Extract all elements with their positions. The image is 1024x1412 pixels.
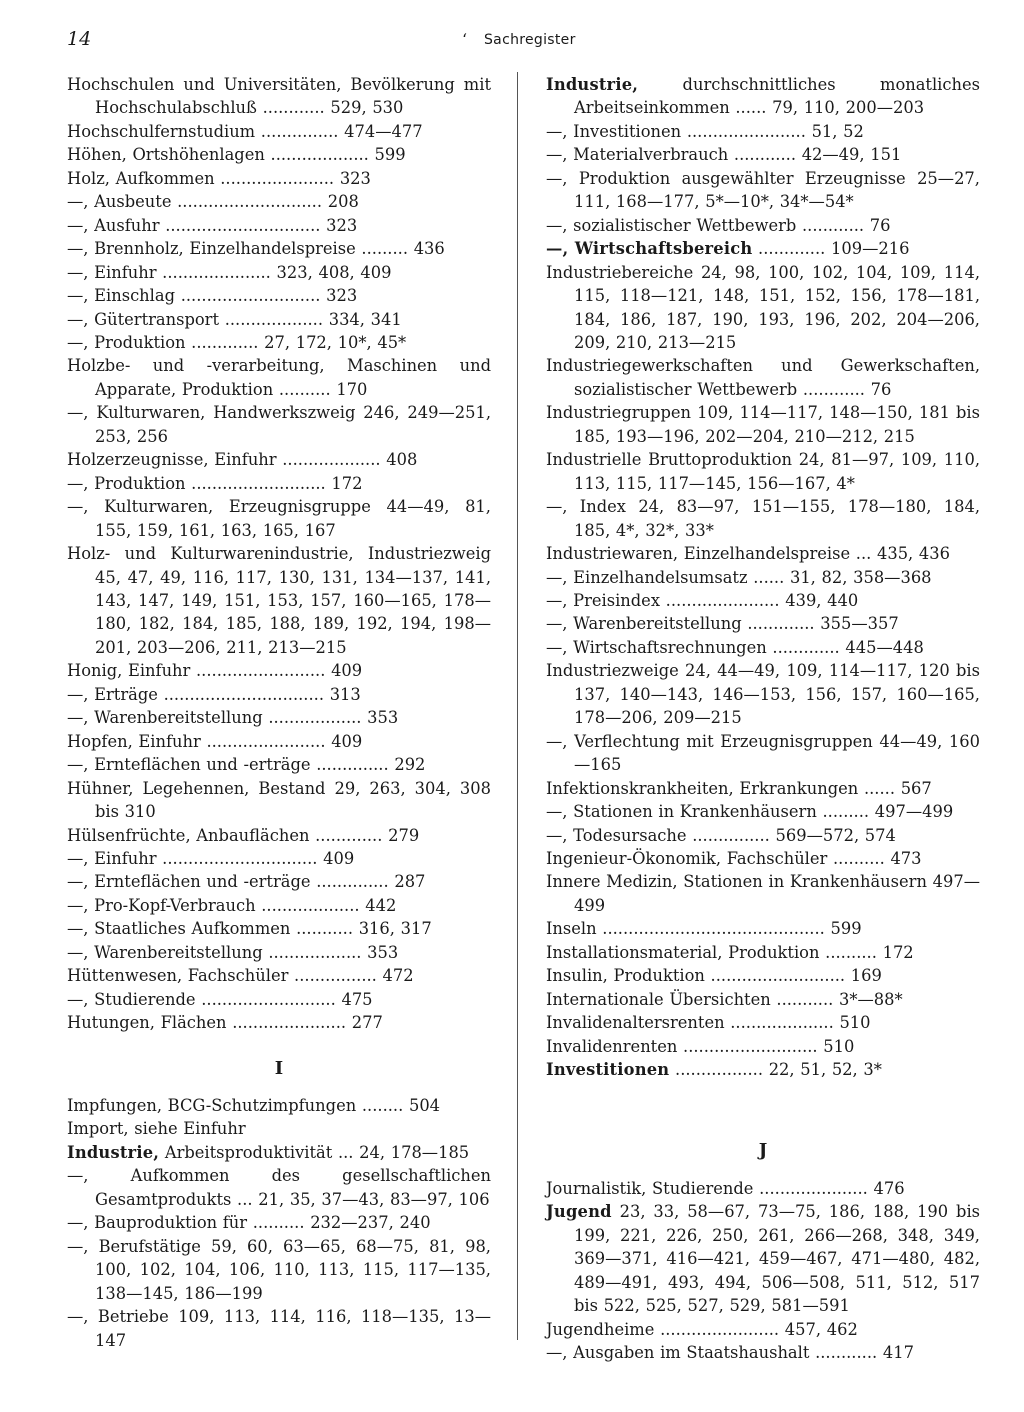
entry-leader-dots: ................... — [255, 895, 360, 915]
index-entry — [67, 73, 491, 120]
entry-leader-dots: ............................... — [157, 684, 325, 704]
entry-term: —, Materialverbrauch — [546, 145, 729, 165]
index-entry — [67, 683, 491, 706]
entry-leader-dots — [693, 263, 701, 282]
entry-term: Inseln — [546, 919, 597, 939]
index-entry — [67, 917, 491, 940]
entry-page-refs: 51, 52 — [811, 121, 864, 141]
entry-term: —, Produktion — [67, 332, 186, 352]
entry-leader-dots: ... — [332, 1142, 354, 1162]
index-entry — [67, 1141, 491, 1164]
entry-subterm: durchschnittliches monatliches Arbeitseinkommen — [574, 75, 980, 118]
entry-leader-dots: ............ — [809, 1343, 878, 1363]
index-entry — [546, 354, 980, 401]
entry-page-refs: 3*—88* — [839, 989, 903, 1009]
entry-page-refs: 24, 44—49, 109, 114—117, 120 bis 137, 140—143, 146—153, 156, 157, 160—165, 178—206, 209—215 — [574, 661, 980, 728]
entry-leader-dots — [906, 169, 917, 188]
entry-term: Holz, Aufkommen — [67, 168, 215, 188]
entry-term: Import, siehe Einfuhr — [67, 1119, 246, 1139]
entry-term: Industriezweige — [546, 661, 679, 681]
entry-leader-dots: ................ — [288, 966, 377, 986]
entry-leader-dots: .......... — [273, 379, 331, 399]
entry-leader-dots: ............... — [686, 825, 770, 845]
entry-term: —, Brennholz, Einzelhandelspreise — [67, 239, 356, 259]
entry-leader-dots: ................... — [219, 309, 324, 329]
index-entry — [67, 824, 491, 847]
entry-leader-dots: ................. — [669, 1060, 763, 1080]
entry-leader-dots: .......... — [827, 848, 885, 868]
index-entry — [67, 354, 491, 401]
entry-page-refs: 208 — [327, 192, 359, 212]
index-entry — [546, 167, 980, 214]
entry-leader-dots: ............ — [797, 379, 865, 399]
entry-term: —, Einfuhr — [67, 262, 157, 282]
entry-page-refs: 510 — [823, 1036, 855, 1056]
entry-leader-dots: ........ — [356, 1096, 404, 1116]
index-entry — [546, 73, 980, 120]
index-entry — [546, 237, 980, 260]
entry-leader-dots: ........... — [770, 989, 834, 1009]
entry-page-refs: 23, 33, 58—67, 73—75, 186, 188, 190 bis 199, 221, 226, 250, 261, 266—268, 348, 349, 369—371, 416—421, 459—467, 471—480, 482, 489—491, 493, 494, 506—508, 511, 512, 517 bis 522, 525, 527, 529, 581—591 — [574, 1202, 981, 1316]
index-entry — [546, 659, 980, 729]
entry-leader-dots — [325, 779, 334, 798]
entry-leader-dots: ............. — [766, 637, 840, 657]
entry-leader-dots — [792, 450, 799, 469]
entry-term: —, Aufkommen des gesellschaftlichen Gesamtprodukts — [67, 1166, 491, 1209]
entry-term: Ingenieur-Ökonomik, Fachschüler — [546, 848, 828, 868]
entry-term: Hutungen, Flächen — [67, 1013, 227, 1033]
entry-page-refs: 409 — [331, 731, 363, 751]
entry-page-refs: 323 — [339, 168, 371, 188]
entry-term: Impfungen, BCG-Schutzimpfungen — [67, 1096, 357, 1116]
entry-term: —, Ausfuhr — [67, 215, 160, 235]
index-entry — [546, 542, 980, 565]
entry-term: —, Kulturwaren, Handwerkszweig — [67, 403, 356, 423]
entry-leader-dots: ......... — [355, 239, 409, 259]
entry-page-refs: 599 — [830, 919, 862, 939]
entry-page-refs: 353 — [367, 942, 399, 962]
index-entry — [67, 1235, 491, 1305]
entry-term: Installationsmaterial, Produktion — [546, 942, 820, 962]
index-entry — [67, 284, 491, 307]
index-entry — [546, 730, 980, 777]
entry-page-refs: 409 — [323, 848, 355, 868]
index-entry — [546, 120, 980, 143]
entry-leader-dots: ............. — [752, 239, 826, 259]
entry-page-refs: 109, 113, 114, 116, 118—135, 13—147 — [95, 1307, 491, 1350]
index-entry — [546, 800, 980, 823]
entry-page-refs: 24, 81—97, 109, 110, 113, 115, 117—145, 156—167, 4* — [574, 450, 981, 493]
index-entry — [546, 448, 980, 495]
entry-term: —, Warenbereitstellung — [67, 942, 263, 962]
index-column-right — [546, 73, 980, 1365]
entry-leader-dots: .......... — [819, 942, 877, 962]
index-entry — [67, 777, 491, 824]
entry-page-refs: 25—27, 111, 168—177, 5*—10*, 34*—54* — [574, 168, 980, 212]
entry-page-refs: 109—216 — [831, 239, 910, 259]
index-entry — [546, 1177, 980, 1200]
index-entry — [67, 753, 491, 776]
entry-page-refs: 473 — [890, 848, 922, 868]
entry-leader-dots: ................... — [264, 145, 369, 165]
entry-leader-dots: .............................. — [159, 215, 321, 235]
entry-leader-dots: ............ — [796, 215, 865, 235]
entry-term: Industrie, — [67, 1142, 160, 1162]
entries-group-i — [67, 1094, 491, 1352]
index-entry — [67, 1117, 491, 1140]
index-entry — [546, 824, 980, 847]
entry-page-refs: 323, 408, 409 — [276, 262, 392, 282]
index-entry — [546, 941, 980, 964]
entry-page-refs: 316, 317 — [358, 919, 432, 939]
entry-term: Industriegruppen — [546, 403, 692, 423]
entry-page-refs: 21, 35, 37—43, 83—97, 106 — [258, 1189, 490, 1209]
entry-term: Höhen, Ortshöhenlagen — [67, 145, 265, 165]
entry-term: —, Stationen in Krankenhäusern — [546, 802, 817, 822]
entry-leader-dots: ...... — [747, 567, 785, 587]
header-mark: ‘ — [462, 30, 468, 49]
entries-group-j — [546, 1177, 980, 1365]
entry-leader-dots — [201, 1237, 211, 1256]
entry-leader-dots: .................. — [262, 708, 362, 728]
index-entry — [546, 566, 980, 589]
entry-page-refs: 417 — [882, 1343, 914, 1363]
entry-page-refs: 439, 440 — [785, 590, 859, 610]
index-entry — [67, 120, 491, 143]
entry-term: —, Kulturwaren, Erzeugnisgruppe — [67, 497, 371, 517]
entry-term: Investitionen — [546, 1060, 670, 1080]
entry-term: —, Einfuhr — [67, 848, 157, 868]
entry-term: Hochschulen und Universitäten, Bevölkerung mit Hochschulabschluß — [67, 75, 491, 118]
entry-page-refs: 510 — [839, 1013, 871, 1033]
entry-page-refs: 22, 51, 52, 3* — [768, 1060, 882, 1080]
index-entry — [546, 261, 980, 355]
index-entry — [67, 1011, 491, 1034]
entry-leader-dots: ...................... — [214, 168, 335, 188]
entry-page-refs: 24, 98, 100, 102, 104, 109, 114, 115, 118—121, 148, 151, 152, 156, 178—181, 184, 186, 187, 190, 193, 196, 202, 204—206, 209, 210, 213—215 — [574, 262, 980, 352]
entry-term: Industriewaren, Einzelhandelspreise — [546, 544, 851, 564]
index-entry — [546, 917, 980, 940]
index-entry — [546, 401, 980, 448]
entry-term: Jugend — [546, 1202, 612, 1222]
entry-page-refs: 436 — [413, 239, 445, 259]
index-entry — [546, 1318, 980, 1341]
entry-leader-dots: ....................... — [654, 1319, 780, 1339]
entry-page-refs: 232—237, 240 — [310, 1213, 431, 1233]
entry-term: —, Produktion — [67, 473, 186, 493]
index-entry — [67, 730, 491, 753]
entry-page-refs: 24, 178—185 — [359, 1142, 470, 1162]
entry-page-refs: 475 — [341, 989, 373, 1009]
entry-leader-dots: .............. — [310, 755, 389, 775]
index-entry — [546, 988, 980, 1011]
entry-page-refs: 79, 110, 200—203 — [772, 98, 925, 118]
index-entry — [67, 1305, 491, 1352]
entry-term: Hüttenwesen, Fachschüler — [67, 966, 289, 986]
column-divider — [517, 72, 518, 1340]
index-entry — [546, 495, 980, 542]
entry-page-refs: 442 — [365, 895, 397, 915]
entry-leader-dots: ...................... — [660, 590, 780, 610]
entry-leader-dots: .............. — [310, 872, 389, 892]
entry-page-refs: 76 — [870, 379, 892, 399]
index-entry — [546, 589, 980, 612]
entry-leader-dots: .......... — [247, 1213, 305, 1233]
entry-leader-dots: ........................................... — [596, 919, 825, 939]
entry-page-refs: 497—499 — [874, 802, 954, 822]
entry-page-refs: 599 — [374, 145, 406, 165]
entry-term: Hopfen, Einfuhr — [67, 731, 201, 751]
entry-term: —, Einzelhandelsumsatz — [546, 567, 748, 587]
entry-leader-dots: .............................. — [156, 848, 318, 868]
entry-leader-dots: ........................... — [175, 286, 321, 306]
entry-term: Industriegewerkschaften und Gewerkschaften, sozialistischer Wettbewerb — [546, 356, 980, 399]
entry-term: Holzbe- und -verarbeitung, Maschinen und Apparate, Produktion — [67, 356, 491, 399]
entry-term: —, Wirtschaftsrechnungen — [546, 637, 767, 657]
entry-term: Industrielle Bruttoproduktion — [546, 450, 793, 470]
entry-page-refs: 292 — [394, 755, 426, 775]
index-entry — [67, 401, 491, 448]
entry-term: —, sozialistischer Wettbewerb — [546, 215, 797, 235]
entry-term: —, Index — [546, 497, 626, 517]
entry-subterm: Arbeitsproduktivität — [159, 1142, 333, 1162]
entry-term: Industriebereiche — [546, 262, 694, 282]
entry-leader-dots: ............ — [256, 98, 325, 118]
entry-term: Hochschulfernstudium — [67, 121, 256, 141]
index-entry — [546, 870, 980, 917]
entry-term: —, Ernteflächen und -erträge — [67, 872, 311, 892]
index-entry — [67, 706, 491, 729]
entry-leader-dots: .................. — [262, 942, 362, 962]
entry-term: —, Gütertransport — [67, 309, 220, 329]
entry-leader-dots — [626, 497, 638, 516]
index-entry — [546, 612, 980, 635]
index-entry — [67, 495, 491, 542]
entry-page-refs: 474—477 — [344, 121, 423, 141]
entry-leader-dots: .......................... — [677, 1036, 818, 1056]
index-entry — [546, 143, 980, 166]
entry-page-refs: 42—49, 151 — [801, 145, 902, 165]
index-entry — [67, 237, 491, 260]
index-entry — [67, 870, 491, 893]
entry-page-refs: 277 — [351, 1013, 383, 1033]
entry-term: Innere Medizin, Stationen in Krankenhäusern — [546, 872, 927, 892]
index-entry — [546, 1011, 980, 1034]
entry-leader-dots — [371, 497, 387, 516]
entry-term: —, Staatliches Aufkommen — [67, 919, 291, 939]
index-entry — [67, 894, 491, 917]
entry-page-refs: 44—49, 81, 155, 159, 161, 163, 165, 167 — [95, 497, 491, 540]
entry-term: —, Berufstätige — [67, 1236, 201, 1256]
entry-page-refs: 170 — [336, 379, 368, 399]
entry-term: Invalidenrenten — [546, 1036, 678, 1056]
entry-page-refs: 567 — [900, 778, 932, 798]
index-entry — [546, 636, 980, 659]
entry-term: —, Verflechtung mit Erzeugnisgruppen — [546, 731, 873, 751]
entry-leader-dots — [612, 1202, 620, 1221]
entry-page-refs: 569—572, 574 — [775, 825, 896, 845]
entry-page-refs: 287 — [394, 872, 426, 892]
entry-term: —, Bauproduktion für — [67, 1213, 248, 1233]
entry-page-refs: 476 — [873, 1178, 905, 1198]
entry-term: —, Betriebe — [67, 1307, 169, 1327]
entry-page-refs: 27, 172, 10*, 45* — [264, 332, 407, 352]
entry-leader-dots: ............. — [309, 825, 383, 845]
section-letter-j: J — [758, 1140, 768, 1162]
entry-term: —, Investitionen — [546, 121, 682, 141]
entry-page-refs: 355—357 — [820, 614, 899, 634]
entry-page-refs: 445—448 — [845, 637, 924, 657]
entry-leader-dots: ...... — [858, 778, 896, 798]
entry-leader-dots: .................... — [724, 1013, 834, 1033]
entry-term: Holz- und Kulturwarenindustrie, Industriezweig — [67, 544, 491, 564]
index-entry — [546, 1341, 980, 1364]
entry-page-refs: 353 — [367, 708, 399, 728]
entry-term: Industrie, — [546, 75, 639, 94]
entry-leader-dots: ....................... — [681, 121, 806, 141]
entry-leader-dots: ................... — [276, 450, 381, 470]
entry-page-refs: 457, 462 — [784, 1319, 858, 1339]
entry-leader-dots: ............................ — [171, 192, 323, 212]
entry-page-refs: 279 — [388, 825, 420, 845]
entry-leader-dots: .......................... — [185, 473, 326, 493]
entry-term: —, Studierende — [67, 989, 196, 1009]
entry-term: Hühner, Legehennen, Bestand — [67, 778, 326, 798]
entry-term: Hülsenfrüchte, Anbauflächen — [67, 825, 310, 845]
entry-term: —, Produktion ausgewählter Erzeugnisse — [546, 168, 906, 188]
index-entry — [67, 988, 491, 1011]
entry-leader-dots: ......... — [816, 802, 870, 822]
entry-leader-dots: ............... — [255, 121, 339, 141]
index-entry — [67, 964, 491, 987]
entry-leader-dots: .......................... — [704, 966, 846, 986]
index-entry — [546, 964, 980, 987]
index-entry — [67, 659, 491, 682]
index-entry — [67, 261, 491, 284]
index-entry — [546, 214, 980, 237]
index-entry — [67, 472, 491, 495]
entry-page-refs: 497—499 — [574, 872, 980, 915]
entry-term: —, Ausbeute — [67, 192, 172, 212]
entry-leader-dots: ... — [231, 1189, 253, 1209]
index-column-left — [67, 73, 491, 1352]
entry-page-refs: 169 — [850, 966, 882, 986]
index-entry — [67, 542, 491, 659]
entry-leader-dots: ... — [850, 544, 872, 564]
entry-term: —, Warenbereitstellung — [546, 614, 742, 634]
index-entry — [67, 448, 491, 471]
entry-page-refs: 529, 530 — [330, 98, 404, 118]
entry-page-refs: 472 — [382, 966, 414, 986]
page-number: 14 — [67, 28, 92, 50]
entry-term: Infektionskrankheiten, Erkrankungen — [546, 778, 859, 798]
index-entry — [67, 308, 491, 331]
entry-page-refs: 246, 249—251, 253, 256 — [95, 403, 491, 446]
entry-leader-dots: ....................... — [200, 731, 326, 751]
entry-term: —, Ausgaben im Staatshaushalt — [546, 1343, 810, 1363]
index-entry — [67, 1164, 491, 1211]
index-entry — [546, 777, 980, 800]
index-entry — [67, 143, 491, 166]
entries-group-h — [67, 73, 491, 1035]
entry-leader-dots: ...... — [729, 98, 767, 118]
entry-term: —, Erträge — [67, 684, 158, 704]
index-entry — [67, 847, 491, 870]
entry-term: —, Warenbereitstellung — [67, 708, 263, 728]
index-entry — [546, 1200, 980, 1317]
entry-page-refs: 409 — [331, 661, 363, 681]
entries-group-industrie — [546, 73, 980, 1081]
entry-page-refs: 29, 263, 304, 308 bis 310 — [95, 778, 491, 822]
entry-page-refs: 45, 47, 49, 116, 117, 130, 131, 134—137, 141, 143, 147, 149, 151, 153, 157, 160—165, 178—180, 182, 184, 185, 188, 189, 192, 194, 198—201, 203—206, 211, 213—215 — [95, 567, 491, 657]
entry-term: Holzerzeugnisse, Einfuhr — [67, 450, 277, 470]
entry-term: —, Pro-Kopf-Verbrauch — [67, 895, 256, 915]
entry-page-refs: 334, 341 — [328, 309, 402, 329]
running-head: Sachregister — [484, 32, 576, 48]
entry-page-refs: 172 — [882, 942, 914, 962]
entry-page-refs: 323 — [326, 286, 358, 306]
entry-leader-dots: ............ — [728, 145, 796, 165]
entry-term: —, Todesursache — [546, 825, 687, 845]
entry-term: Journalistik, Studierende — [546, 1178, 754, 1198]
entry-page-refs: 323 — [326, 215, 358, 235]
section-letter-i: I — [274, 1057, 284, 1079]
entry-page-refs: 31, 82, 358—368 — [789, 567, 932, 587]
index-entry — [67, 167, 491, 190]
entry-term: —, Wirtschaftsbereich — [546, 239, 753, 259]
entry-page-refs: 59, 60, 63—65, 68—75, 81, 98, 100, 102, 104, 106, 110, 113, 115, 117—135, 138—145, 186—199 — [95, 1236, 491, 1303]
entry-leader-dots: ......................... — [190, 661, 326, 681]
index-entry — [67, 941, 491, 964]
entry-page-refs: 109, 114—117, 148—150, 181 bis 185, 193—196, 202—204, 210—212, 215 — [574, 403, 980, 446]
entry-term: Honig, Einfuhr — [67, 661, 191, 681]
entry-leader-dots: ............. — [741, 614, 815, 634]
index-entry — [67, 1094, 491, 1117]
entry-term: Jugendheime — [546, 1319, 655, 1339]
entry-leader-dots: ........... — [290, 919, 354, 939]
index-entry — [67, 190, 491, 213]
entry-leader-dots: ...................... — [226, 1013, 347, 1033]
entry-term: Insulin, Produktion — [546, 966, 705, 986]
index-entry — [546, 1058, 980, 1081]
entry-page-refs: 435, 436 — [876, 544, 950, 564]
entry-page-refs: 504 — [408, 1096, 441, 1116]
entry-page-refs: 24, 83—97, 151—155, 178—180, 184, 185, 4*, 32*, 33* — [574, 497, 980, 540]
entry-page-refs: 408 — [386, 450, 418, 470]
index-entry — [546, 847, 980, 870]
index-entry — [67, 214, 491, 237]
entry-leader-dots: ..................... — [156, 262, 271, 282]
entry-term: —, Ernteflächen und -erträge — [67, 755, 311, 775]
index-entry — [546, 1035, 980, 1058]
entry-page-refs: 313 — [329, 684, 361, 704]
entry-term: Invalidenaltersrenten — [546, 1013, 725, 1033]
index-entry — [67, 331, 491, 354]
entry-term: —, Preisindex — [546, 590, 660, 610]
entry-leader-dots: ..................... — [753, 1178, 868, 1198]
entry-page-refs: 76 — [869, 215, 891, 235]
entry-term: —, Einschlag — [67, 286, 176, 306]
entry-page-refs: 44—49, 160—165 — [574, 731, 980, 775]
entry-leader-dots: ............. — [185, 332, 259, 352]
entry-page-refs: 172 — [331, 473, 363, 493]
entry-leader-dots: .......................... — [195, 989, 336, 1009]
entry-term: Internationale Übersichten — [546, 989, 771, 1009]
entry-leader-dots — [169, 1307, 178, 1326]
index-entry — [67, 1211, 491, 1234]
